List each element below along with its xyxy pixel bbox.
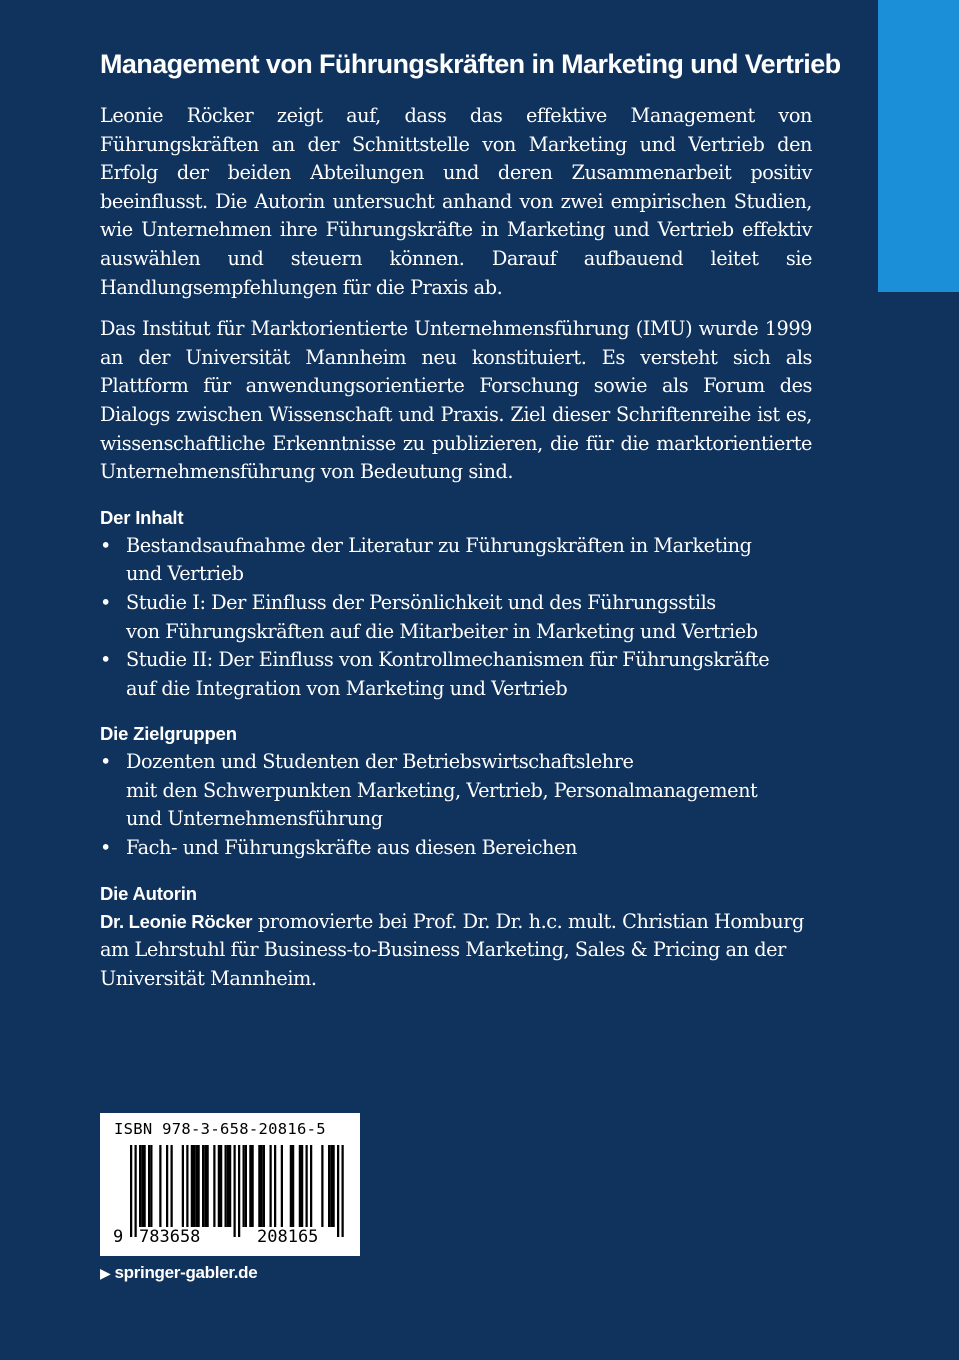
inhalt-list	[100, 532, 812, 704]
barcode-bar	[238, 1145, 240, 1237]
barcode-bar	[186, 1145, 188, 1227]
barcode-bar	[207, 1145, 209, 1227]
publisher-url-text: springer-gabler.de	[114, 1263, 258, 1282]
barcode-bar	[310, 1145, 312, 1227]
bullet-icon: •	[100, 533, 111, 557]
barcode-bar	[258, 1145, 260, 1227]
barcode-bar	[204, 1145, 206, 1227]
barcode-bar	[202, 1145, 204, 1227]
barcode-bar	[249, 1145, 251, 1227]
barcode-bar	[245, 1145, 247, 1227]
book-title: Management von Führungskräften in Marketing und Vertrieb	[100, 49, 841, 79]
bullet-icon: •	[100, 648, 111, 672]
play-arrow-icon: ▶	[100, 1265, 111, 1281]
zielgruppen-heading: Die Zielgruppen	[100, 723, 237, 745]
ean-right-digits: 208165	[257, 1227, 319, 1247]
barcode-bar	[290, 1145, 292, 1227]
barcode-bar	[270, 1145, 272, 1227]
list-item: • Fach- und Führungskräfte aus diesen Bereichen	[100, 834, 812, 863]
barcode-bar	[306, 1145, 308, 1227]
barcode-bar	[191, 1145, 193, 1227]
barcode-bar	[263, 1145, 265, 1227]
barcode-bar	[193, 1145, 195, 1227]
barcode-bar	[130, 1145, 132, 1237]
barcode-bar	[281, 1145, 283, 1227]
barcode-bar	[337, 1145, 339, 1237]
barcode-bar	[218, 1145, 220, 1227]
barcode-bar	[182, 1145, 184, 1227]
barcode-bar	[261, 1145, 263, 1227]
barcode-bar	[141, 1145, 143, 1227]
barcode-bar	[227, 1145, 229, 1227]
barcode-bar	[171, 1145, 173, 1227]
barcode-bar	[292, 1145, 294, 1227]
barcode-bar	[166, 1145, 168, 1227]
institute-paragraph: Das Institut für Marktorientierte Unternehmensführung (IMU) wurde 1999 an der Universität Mannheim neu konstituiert. Es versteht sich als Plattform für anwendungsorientierte Forschung sowie als Forum des Dialogs zwischen Wissenschaft und Praxis. Ziel dieser Schriftenreihe ist es, wissenschaftliche Erkenntnisse zu publizieren, die für die marktorientierte Unternehmensführung von Bedeutung sind.	[100, 317, 812, 484]
barcode-bar	[144, 1145, 146, 1227]
barcode-bar	[148, 1145, 150, 1227]
bullet-icon: •	[100, 750, 111, 774]
isbn-number: ISBN 978-3-658-20816-5	[114, 1120, 326, 1138]
ean-left-digits: 783658	[139, 1227, 201, 1247]
barcode-bar	[195, 1145, 197, 1227]
back-cover-content	[100, 40, 841, 993]
author-name: Dr. Leonie Röcker	[100, 910, 253, 932]
blue-accent-tab	[878, 0, 959, 292]
barcode-bar	[321, 1145, 323, 1227]
barcode-bar	[213, 1145, 215, 1227]
barcode-bar	[135, 1145, 137, 1237]
barcode-bar	[330, 1145, 332, 1227]
barcode-bar	[198, 1145, 200, 1227]
barcode-bar	[243, 1145, 245, 1227]
barcode-bar	[225, 1145, 227, 1227]
barcode-bar	[150, 1145, 152, 1227]
barcode-bar	[301, 1145, 303, 1227]
bullet-icon: •	[100, 836, 111, 860]
barcode-bar	[342, 1145, 344, 1237]
isbn-barcode	[100, 1113, 360, 1256]
list-item: • Dozenten und Studenten der Betriebswirtschaftslehre mit den Schwerpunkten Marketing, Vertrieb, Personalmanagement und Unternehmensführung	[100, 750, 758, 831]
barcode-bar	[333, 1145, 335, 1227]
barcode-bar	[252, 1145, 254, 1227]
barcode-bar	[220, 1145, 222, 1227]
list-item: • Studie II: Der Einfluss von Kontrollmechanismen für Führungskräfte auf die Integration von Marketing und Vertrieb	[100, 648, 770, 700]
barcode-bar	[159, 1145, 161, 1227]
inhalt-heading: Der Inhalt	[100, 506, 184, 528]
intro-paragraph: Leonie Röcker zeigt auf, dass das effektive Management von Führungskräften an der Schnittstelle von Marketing und Vertrieb den Erfolg der beiden Abteilungen und deren Zusammenarbeit positiv beeinflusst. Die Autorin untersucht anhand von zwei empirischen Studien, wie Unternehmen ihre Führungskräfte in Marketing und Vertrieb effektiv auswählen und steuern können. Darauf aufbauend leitet sie Handlungsempfehlungen für die Praxis ab.	[100, 104, 812, 299]
author-bio	[100, 908, 812, 994]
bullet-icon: •	[100, 590, 111, 614]
list-item: • Studie I: Der Einfluss der Persönlichkeit und des Führungsstils von Führungskräften auf die Mitarbeiter in Marketing und Vertrieb	[100, 590, 758, 643]
barcode-bar	[299, 1145, 301, 1227]
autorin-heading: Die Autorin	[100, 882, 197, 904]
barcode-bar	[328, 1145, 330, 1227]
author-bio-text: promovierte bei Prof. Dr. Dr. h.c. mult. Christian Homburg am Lehrstuhl für Business-to-Business Marketing, Sales & Pricing an der Universität Mannheim.	[100, 909, 804, 990]
barcode-bar	[229, 1145, 231, 1227]
list-item: • Bestandsaufnahme der Literatur zu Führungskräften in Marketing und Vertrieb	[100, 533, 752, 586]
barcode-bar	[139, 1145, 141, 1227]
ean-first-digit: 9	[113, 1227, 124, 1247]
zielgruppen-list	[100, 748, 812, 862]
publisher-url[interactable]	[100, 1262, 257, 1284]
barcode-bar	[274, 1145, 276, 1227]
barcode-bar	[234, 1145, 236, 1237]
